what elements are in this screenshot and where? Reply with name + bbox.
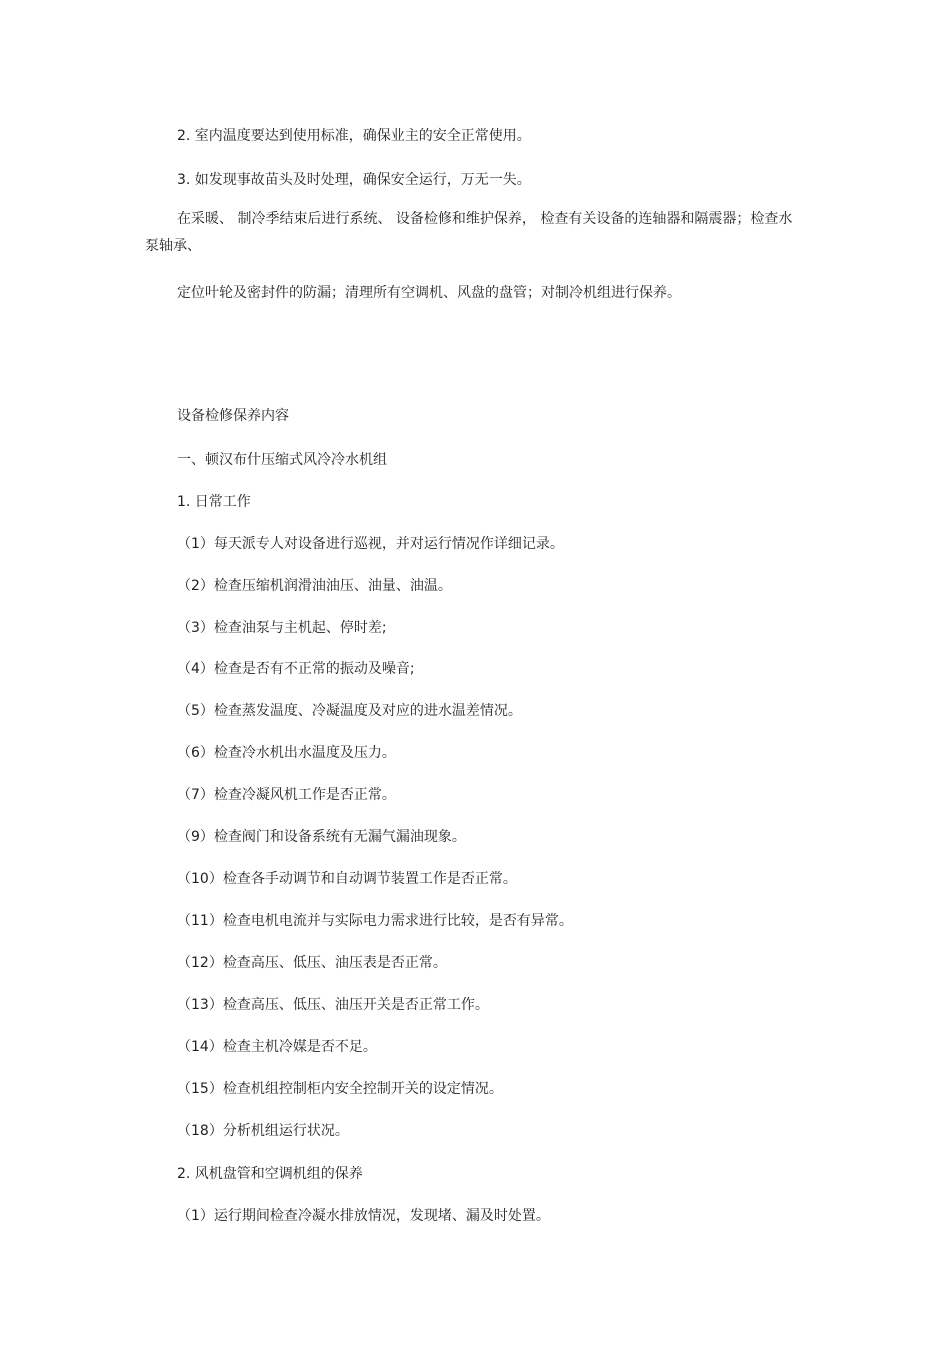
- section-title: 设备检修保养内容: [177, 408, 289, 424]
- list-item: （4）检查是否有不正常的振动及噪音;: [177, 661, 415, 677]
- list-item: （5）检查蒸发温度、冷凝温度及对应的进水温差情况。: [177, 703, 522, 719]
- list-item: （9）检查阀门和设备系统有无漏气漏油现象。: [177, 829, 466, 845]
- list-item: （3）检查油泵与主机起、停时差;: [177, 620, 387, 636]
- heading-chiller-unit: 一、顿汉布什压缩式风冷冷水机组: [177, 452, 387, 468]
- list-item: （6）检查冷水机出水温度及压力。: [177, 745, 396, 761]
- paragraph-accident-handling: 3. 如发现事故苗头及时处理，确保安全运行，万无一失。: [177, 172, 531, 188]
- list-item: （14）检查主机冷媒是否不足。: [177, 1039, 377, 1055]
- subheading-daily-work: 1. 日常工作: [177, 494, 251, 510]
- list-item: （2）检查压缩机润滑油油压、油量、油温。: [177, 578, 452, 594]
- list-item: （12）检查高压、低压、油压表是否正常。: [177, 955, 447, 971]
- paragraph-seasonal-maintenance: 在采暖、 制冷季结束后进行系统、 设备检修和维护保养， 检查有关设备的连轴器和隔震器；检查水泵轴承、: [145, 211, 793, 254]
- list-item: （13）检查高压、低压、油压开关是否正常工作。: [177, 997, 489, 1013]
- subheading-fan-coil-maintenance: 2. 风机盘管和空调机组的保养: [177, 1166, 363, 1182]
- paragraph-leak-prevention: 定位叶轮及密封件的防漏；清理所有空调机、风盘的盘管；对制冷机组进行保养。: [177, 285, 681, 301]
- list-item: （11）检查电机电流并与实际电力需求进行比较，是否有异常。: [177, 913, 573, 929]
- list-item: （15）检查机组控制柜内安全控制开关的设定情况。: [177, 1081, 503, 1097]
- list-item: （7）检查冷凝风机工作是否正常。: [177, 787, 396, 803]
- list-item: （1）运行期间检查冷凝水排放情况，发现堵、漏及时处置。: [177, 1208, 550, 1224]
- list-item: （18）分析机组运行状况。: [177, 1123, 349, 1139]
- paragraph-room-temperature: 2. 室内温度要达到使用标准，确保业主的安全正常使用。: [177, 128, 531, 144]
- list-item: （10）检查各手动调节和自动调节装置工作是否正常。: [177, 871, 517, 887]
- list-item: （1）每天派专人对设备进行巡视，并对运行情况作详细记录。: [177, 536, 564, 552]
